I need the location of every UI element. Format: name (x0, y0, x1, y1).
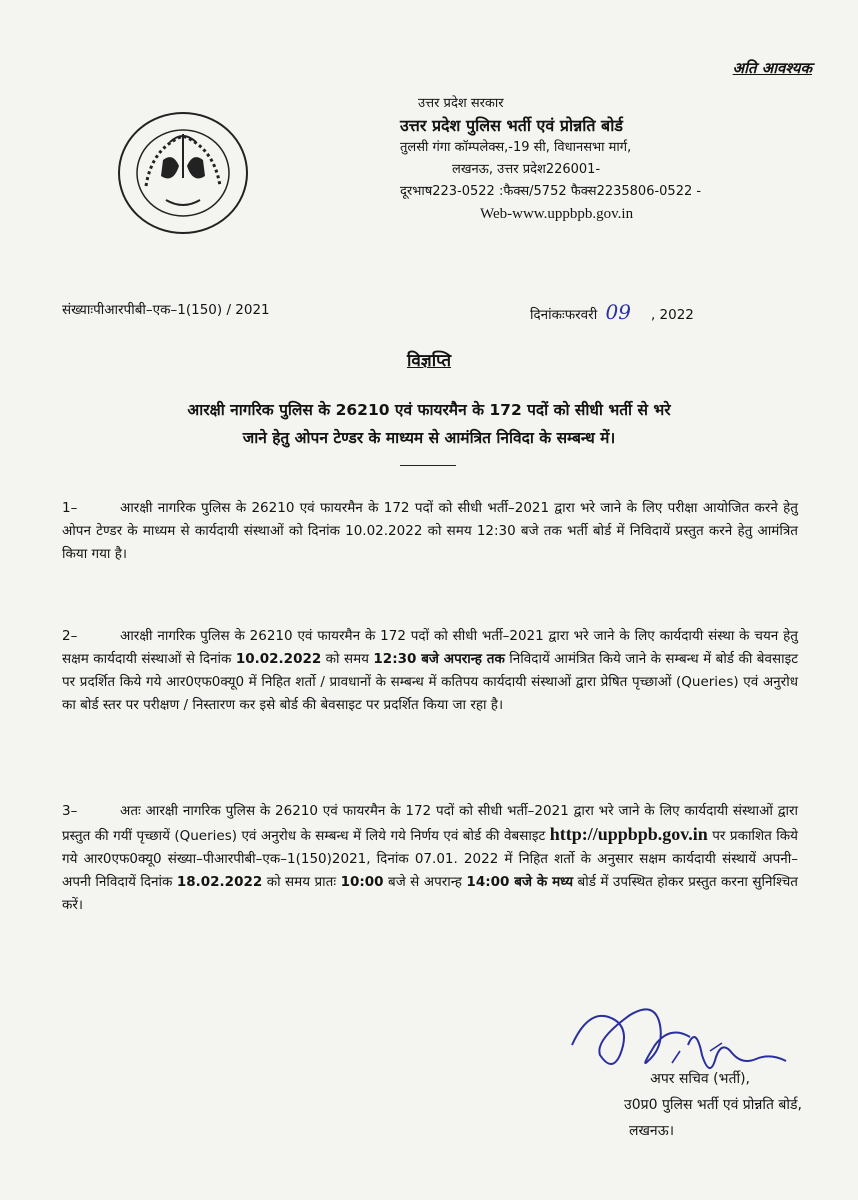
signatory-block (472, 1066, 802, 1144)
signatory-organisation: उ0प्र0 पुलिस भर्ती एवं प्रोन्नति बोर्ड, (624, 1097, 802, 1113)
date-year: , 2022 (650, 307, 694, 323)
paragraph-3-bold-end: 14:00 बजे के मध्य (466, 874, 574, 890)
board-name: उत्तर प्रदेश पुलिस भर्ती एवं प्रोन्नति बोर्ड (400, 116, 623, 135)
paragraph-1-number: 1– (62, 500, 78, 516)
paragraph-3-text-c: को समय प्रातः (266, 874, 337, 890)
paragraph-3-number: 3– (62, 803, 78, 819)
paragraph-2-bold-time: 12:30 बजे अपरान्ह तक (373, 651, 505, 667)
paragraph-3-text-d: बजे से अपरान्ह (388, 874, 462, 890)
paragraph-3-bold-date: 18.02.2022 (176, 874, 263, 890)
paragraph-2 (62, 625, 798, 717)
government-name: उत्तर प्रदेश सरकार (418, 96, 504, 111)
signatory-designation: अपर सचिव (भर्ती), (650, 1071, 750, 1087)
subject-divider (400, 465, 456, 466)
paragraph-3-text-a: अतः आरक्षी नागरिक पुलिस के 26210 एवं फायरमैन के 172 पदों को सीधी भर्ती–2021 द्वारा भरे जाने के लिए कार्यदायी संस्थाओं द्वारा प्रस्तुत की गयीं पृच्छायें (Queries) एवं अनुरोध के सम्बन्ध में लिये गये निर्णय एवं बोर्ड की वेबसाइट (62, 803, 798, 844)
paragraph-2-text-a: आरक्षी नागरिक पुलिस के 26210 एवं फायरमैन के 172 पदों को सीधी भर्ती–2021 द्वारा भरे जाने के लिए कार्यदायी संस्था के चयन हेतु सक्षम कार्यदायी संस्थाओं से दिनांक (62, 628, 798, 667)
notice-title: विज्ञप्ति (406, 351, 452, 371)
letterhead (400, 93, 780, 225)
date-day-handwritten: 09 (605, 300, 631, 324)
website-line: Web-www.uppbpb.gov.in (480, 206, 634, 222)
phone-fax-line: दूरभाष223-0522 :फैक्स/5752 फैक्स2235806-0522 - (400, 184, 702, 199)
paragraph-3-text-b: पर प्रकाशित किये गये आर0एफ0क्यू0 संख्या–पीआरपीबी–एक–1(150)2021, दिनांक 07.01. 2022 में निहित शर्तो के अनुसार सक्षम कार्यदायी संस्थायें अपनी–अपनी निविदायें दिनांक (62, 828, 798, 890)
subject-line-1: आरक्षी नागरिक पुलिस के 26210 एवं फायरमैन के 172 पदों को सीधी भर्ती से भरे (187, 401, 671, 419)
paragraph-2-bold-date: 10.02.2022 (235, 651, 322, 667)
paragraph-2-text-b: को समय (325, 651, 369, 667)
date-line (530, 300, 694, 324)
paragraph-2-text-c: निविदायें आमंत्रित किये जाने के सम्बन्ध में बोर्ड की बेवसाइट पर प्रदर्शित किये गये आर0एफ0क्यू0 में निहित शर्तो / प्रावधानों के सम्बन्ध में कतिपय कार्यदायी संस्थाओं द्वारा प्रेषित पृच्छाओं (Queries) एवं अनुरोध का बोर्ड स्तर पर परीक्षण / निस्तारण कर इसे बोर्ड की बेवसाइट पर प्रदर्शित किया जा रहा है। (62, 651, 799, 713)
paragraph-3-bold-start: 10:00 (340, 874, 384, 890)
paragraph-3 (62, 800, 798, 917)
subject-line-2: जाने हेतु ओपन टेण्डर के माध्यम से आमंत्रित निविदा के सम्बन्ध में। (242, 429, 616, 447)
urgent-label: अति आवश्यक (732, 59, 812, 77)
board-seal-emblem (108, 108, 258, 238)
paragraph-1 (62, 497, 798, 566)
board-website-link[interactable]: http://uppbpb.gov.in (549, 824, 708, 844)
notice-subject (60, 396, 798, 452)
signatory-city: लखनऊ। (628, 1123, 674, 1139)
date-prefix: दिनांकःफरवरी (530, 307, 598, 323)
paragraph-3-text-e: बोर्ड में उपस्थित होकर प्रस्तुत करना सुनिश्चित करें। (62, 874, 798, 913)
address-line-2: लखनऊ, उत्तर प्रदेश226001- (452, 162, 601, 177)
paragraph-1-text: आरक्षी नागरिक पुलिस के 26210 एवं फायरमैन के 172 पदों को सीधी भर्ती–2021 द्वारा भरे जाने के लिए परीक्षा आयोजित करने हेतु ओपन टेण्डर के माध्यम से कार्यदायी संस्थाओं को दिनांक 10.02.2022 को समय 12:30 बजे तक भर्ती बोर्ड में निविदायें प्रस्तुत करने हेतु आमंत्रित किया गया है। (62, 500, 798, 562)
reference-number: संख्याःपीआरपीबी–एक–1(150) / 2021 (62, 302, 270, 318)
paragraph-2-number: 2– (62, 628, 78, 644)
address-line-1: तुलसी गंगा कॉम्पलेक्स,-19 सी, विधानसभा मार्ग, (400, 140, 632, 155)
